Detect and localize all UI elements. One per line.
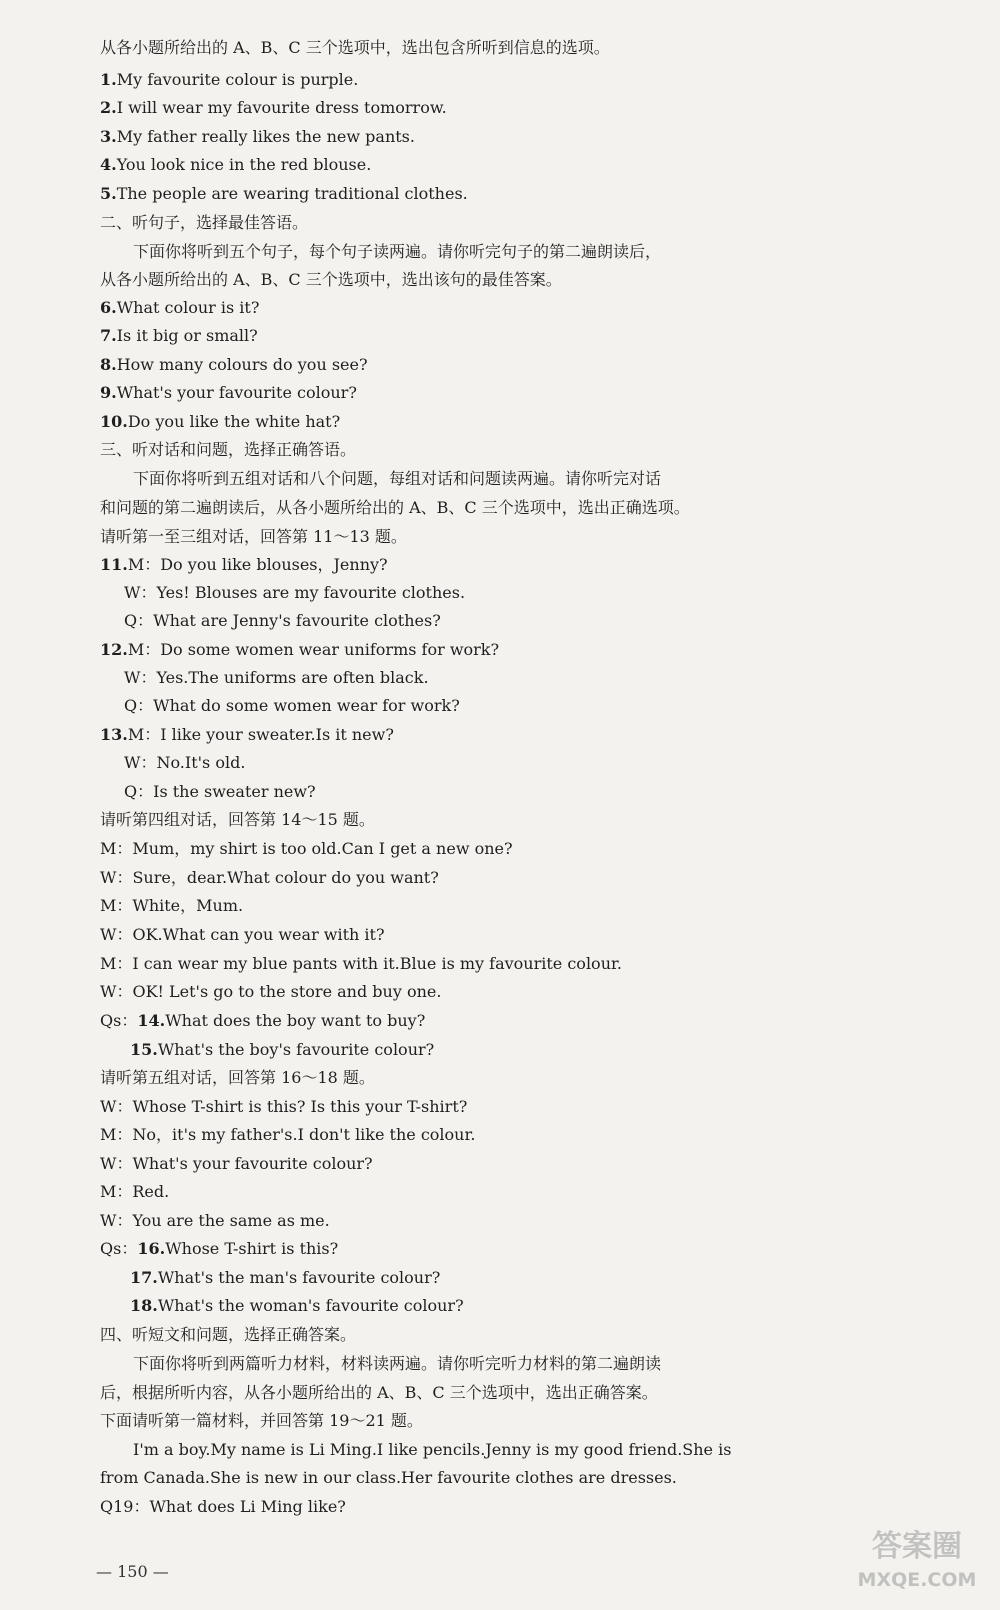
item-3	[100, 127, 976, 147]
dialogue-line: M：No，it's my father's.I don't like the colour.	[100, 1125, 476, 1144]
dialogue-line: M：Mum，my shirt is too old.Can I get a new one?	[100, 839, 513, 858]
dialogue-line: W：OK! Let's go to the store and buy one.	[100, 982, 442, 1001]
passage-line: I'm a boy.My name is Li Ming.I like pencils.Jenny is my good friend.She is	[133, 1440, 732, 1459]
dialogue-11-q: Q：What are Jenny's favourite clothes?	[124, 611, 441, 630]
section-4-heading: 四、听短文和问题，选择正确答案。	[100, 1325, 357, 1344]
item-5	[100, 184, 976, 204]
item-8	[100, 355, 976, 375]
section-2-instruction: 下面你将听到五个句子，每个句子读两遍。请你听完句子的第二遍朗读后，	[133, 242, 662, 261]
question-18	[130, 1296, 976, 1316]
page-number: — 150 —	[96, 1562, 169, 1581]
dialogue-line: M：Do some women wear uniforms for work?	[127, 640, 500, 659]
item-2	[100, 98, 976, 118]
item-number: 11.	[100, 555, 128, 574]
item-text: I will wear my favourite dress tomorrow.	[116, 98, 447, 117]
dialogue-11-m	[100, 555, 976, 575]
qs-prefix: Qs：	[100, 1011, 138, 1030]
section-2-instruction: 从各小题所给出的 A、B、C 三个选项中，选出该句的最佳答案。	[100, 270, 562, 289]
group-5-instruction: 请听第五组对话，回答第 16～18 题。	[100, 1068, 375, 1087]
dialogue-line: M：Do you like blouses，Jenny?	[127, 555, 388, 574]
svg-text:答案圈: 答案圈	[872, 1529, 962, 1564]
dialogue-13-w: W：No.It's old.	[124, 753, 246, 772]
dialogue-11-w: W：Yes! Blouses are my favourite clothes.	[124, 583, 466, 602]
item-number: 5.	[100, 184, 117, 203]
item-text: Do you like the white hat?	[127, 412, 341, 431]
item-text: The people are wearing traditional clothes.	[116, 184, 468, 203]
question-text: What does the boy want to buy?	[165, 1011, 426, 1030]
item-9	[100, 383, 976, 403]
item-text: What's your favourite colour?	[116, 383, 357, 402]
question-text: Whose T-shirt is this?	[165, 1239, 339, 1258]
watermark-logo	[855, 1522, 980, 1594]
item-number: 8.	[100, 355, 117, 374]
question-text: What's the boy's favourite colour?	[157, 1040, 435, 1059]
item-1	[100, 70, 976, 90]
question-16	[100, 1239, 976, 1259]
item-number: 17.	[130, 1268, 158, 1287]
dialogue-line: W：You are the same as me.	[100, 1211, 330, 1230]
dialogue-12-q: Q：What do some women wear for work?	[124, 696, 460, 715]
item-number: 7.	[100, 326, 117, 345]
dialogue-line: W：Sure，dear.What colour do you want?	[100, 868, 439, 887]
section-3-heading: 三、听对话和问题，选择正确答语。	[100, 440, 357, 459]
item-number: 2.	[100, 98, 117, 117]
intro-instruction: 从各小题所给出的 A、B、C 三个选项中，选出包含所听到信息的选项。	[100, 38, 610, 57]
dialogue-line: M：Red.	[100, 1182, 170, 1201]
item-text: You look nice in the red blouse.	[116, 155, 372, 174]
section-2-heading: 二、听句子，选择最佳答语。	[100, 213, 309, 232]
section-3-instruction: 请听第一至三组对话，回答第 11～13 题。	[100, 527, 407, 546]
item-number: 9.	[100, 383, 117, 402]
dialogue-13-m	[100, 725, 976, 745]
section-4-instruction: 下面你将听到两篇听力材料，材料读两遍。请你听完听力材料的第二遍朗读	[133, 1354, 662, 1373]
item-number: 12.	[100, 640, 128, 659]
item-number: 1.	[100, 70, 117, 89]
question-19: Q19：What does Li Ming like?	[100, 1497, 346, 1516]
item-6	[100, 298, 976, 318]
item-10	[100, 412, 976, 432]
svg-text:MXQE.COM: MXQE.COM	[857, 1569, 977, 1591]
item-number: 4.	[100, 155, 117, 174]
item-number: 6.	[100, 298, 117, 317]
dialogue-line: M：I can wear my blue pants with it.Blue is my favourite colour.	[100, 954, 622, 973]
item-number: 3.	[100, 127, 117, 146]
item-number: 13.	[100, 725, 128, 744]
dialogue-line: W：What's your favourite colour?	[100, 1154, 373, 1173]
dialogue-13-q: Q：Is the sweater new?	[124, 782, 316, 801]
item-number: 18.	[130, 1296, 158, 1315]
item-number: 16.	[137, 1239, 166, 1258]
question-17	[130, 1268, 976, 1288]
passage-line: from Canada.She is new in our class.Her favourite clothes are dresses.	[100, 1468, 677, 1487]
dialogue-12-w: W：Yes.The uniforms are often black.	[124, 668, 429, 687]
section-4-instruction: 后，根据所听内容，从各小题所给出的 A、B、C 三个选项中，选出正确答案。	[100, 1383, 658, 1402]
item-text: What colour is it?	[116, 298, 260, 317]
item-text: My favourite colour is purple.	[116, 70, 359, 89]
dialogue-12-m	[100, 640, 976, 660]
item-4	[100, 155, 976, 175]
section-3-instruction: 下面你将听到五组对话和八个问题，每组对话和问题读两遍。请你听完对话	[133, 469, 662, 488]
item-7	[100, 326, 976, 346]
question-14	[100, 1011, 976, 1031]
item-number: 14.	[137, 1011, 166, 1030]
section-3-instruction: 和问题的第二遍朗读后，从各小题所给出的 A、B、C 三个选项中，选出正确选项。	[100, 498, 690, 517]
dialogue-line: W：Whose T-shirt is this? Is this your T-shirt?	[100, 1097, 468, 1116]
item-text: How many colours do you see?	[116, 355, 368, 374]
item-text: My father really likes the new pants.	[116, 127, 415, 146]
item-number: 10.	[100, 412, 128, 431]
question-text: What's the woman's favourite colour?	[157, 1296, 464, 1315]
item-number: 15.	[130, 1040, 158, 1059]
question-15	[130, 1040, 976, 1060]
item-text: Is it big or small?	[116, 326, 258, 345]
dialogue-line: M：I like your sweater.Is it new?	[127, 725, 394, 744]
dialogue-line: M：White，Mum.	[100, 896, 244, 915]
group-4-instruction: 请听第四组对话，回答第 14～15 题。	[100, 810, 375, 829]
qs-prefix: Qs：	[100, 1239, 138, 1258]
section-4-instruction: 下面请听第一篇材料，并回答第 19～21 题。	[100, 1411, 423, 1430]
question-text: What's the man's favourite colour?	[157, 1268, 441, 1287]
dialogue-line: W：OK.What can you wear with it?	[100, 925, 385, 944]
